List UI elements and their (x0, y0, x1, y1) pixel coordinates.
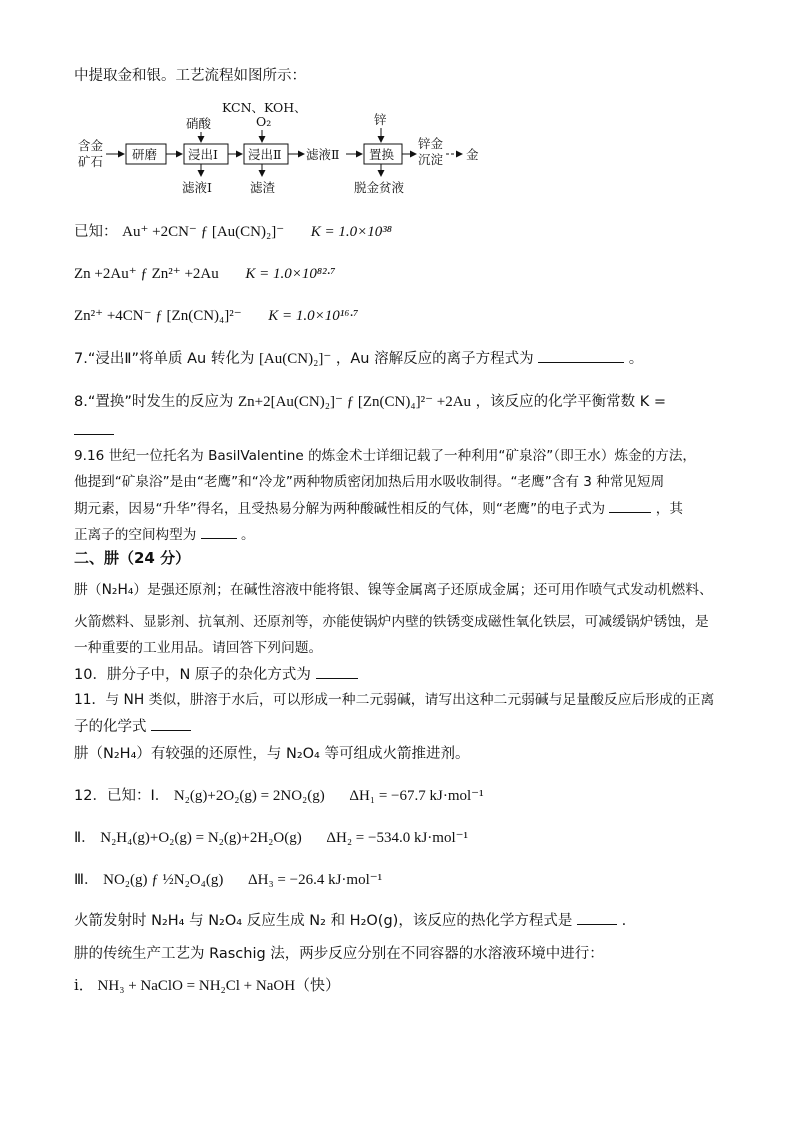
q12-h2: ΔH₂ = −534.0 kJ·mol⁻¹ (326, 830, 469, 846)
thermochem-eq-blank[interactable] (577, 910, 617, 925)
q9-line3 (74, 498, 734, 519)
known-eq1-formula: Au⁺ +2CN⁻ ƒ [Au(CN)₂]⁻ (122, 224, 285, 240)
process-flow-diagram (74, 100, 494, 200)
q12-label3: Ⅲ． (74, 872, 99, 888)
q12-label: 12．已知：Ⅰ． (74, 788, 170, 804)
para4: 肼的传统生产工艺为 Raschig 法，两步反应分别在不同容器的水溶液环境中进行： (74, 946, 604, 962)
q7-answer-blank[interactable] (538, 348, 624, 363)
known-label: 已知： (74, 224, 118, 240)
para1-line1: 肼（N₂H₄）是强还原剂；在碱性溶液中能将银、镍等金属离子还原成金属；还可用作喷气式发动机燃料、 (74, 582, 713, 598)
known-eq3-k: K = 1.0×10¹⁶·⁷ (268, 308, 359, 324)
para1-line2: 火箭燃料、显影剂、抗氧剂、还原剂等，亦能使锅炉内壁的铁锈变成磁性氧化铁层，可减缓锅炉锈蚀，是 (74, 614, 709, 630)
flow-residue: 滤渣 (250, 180, 276, 195)
q9-line3-end: ，其 (655, 501, 683, 517)
flow-zinc-gold-bottom: 沉淀 (418, 152, 444, 167)
q8-answer-line (74, 420, 734, 441)
flow-filtrate1: 滤液Ⅰ (182, 180, 212, 195)
q9-line4-text: 正离子的空间构型为 (74, 527, 197, 543)
q8-answer-blank[interactable] (74, 420, 114, 435)
known-eq1 (74, 222, 734, 242)
para2: 肼（N₂H₄）有较强的还原性，与 N₂O₄ 等可组成火箭推进剂。 (74, 746, 470, 762)
q8-formula: Zn+2[Au(CN)₂]⁻ ƒ [Zn(CN)₄]²⁻ +2Au (237, 394, 472, 410)
flow-zinc: 锌 (374, 112, 387, 127)
known-eq3 (74, 306, 734, 326)
q9-line3-text: 期元素，因易“升华”得名，且受热易分解为两种酸碱性相反的气体，则“老鹰”的电子式为 (74, 501, 606, 517)
q9-line2: 他提到“矿泉浴”是由“老鹰”和“冷龙”两种物质密闭加热后用水吸收制得。“老鹰”含有 3 种常见短周 (74, 474, 665, 490)
para1-line3: 一种重要的工业用品。请回答下列问题。 (74, 640, 323, 656)
flow-barren: 脱金贫液 (354, 180, 405, 195)
flow-reagents-o2: O₂ (256, 114, 272, 129)
q10-answer-blank[interactable] (316, 664, 358, 679)
known-eq3-formula: Zn²⁺ +4CN⁻ ƒ [Zn(CN)₄]²⁻ (74, 308, 242, 324)
q12-h1: ΔH₁ = −67.7 kJ·mol⁻¹ (349, 788, 484, 804)
q8-pre: 8.“置换”时发生的反应为 (74, 394, 234, 410)
section-2-heading: 二、肼（24 分） (74, 549, 191, 567)
flow-zinc-gold-top: 锌金 (418, 136, 444, 151)
q11-line2-text: 子的化学式 (74, 719, 147, 735)
q12-eq2-formula: N₂H₄(g)+O₂(g) = N₂(g)+2H₂O(g) (100, 830, 302, 846)
step-i: ⅰ． NH₃ + NaClO = NH₂Cl + NaOH（快） (74, 978, 341, 994)
para3-text: 火箭发射时 N₂H₄ 与 N₂O₄ 反应生成 N₂ 和 H₂O(g)，该反应的热化学方程式是 (74, 913, 573, 929)
q12-eq1-formula: N₂(g)+2O₂(g) = 2NO₂(g) (173, 788, 325, 804)
q12-eq1 (74, 786, 734, 806)
q12-eq3 (74, 870, 734, 890)
question-10 (74, 664, 734, 685)
known-eq2 (74, 264, 734, 284)
flow-leach2-label: 浸出Ⅱ (248, 147, 282, 162)
flow-leach1-label: 浸出Ⅰ (188, 147, 218, 162)
para3-end: . (621, 913, 627, 929)
flow-ore-bottom: 矿石 (78, 154, 104, 169)
q8-post: ，该反应的化学平衡常数 K = (475, 394, 667, 410)
question-8 (74, 392, 734, 412)
q12-eq2 (74, 828, 734, 848)
flow-displace-label: 置换 (369, 147, 395, 162)
q9-geometry-blank[interactable] (201, 524, 237, 539)
flow-reagents-top: KCN、KOH、 (222, 100, 307, 115)
q7-end: 。 (628, 351, 644, 367)
q9-line4-end: 。 (241, 527, 255, 543)
question-7 (74, 348, 734, 369)
q9-line1: 9.16 世纪一位托名为 BasilValentine 的炼金术士详细记载了一种利用“矿泉浴”（即王水）炼金的方法， (74, 448, 697, 464)
q9-line4 (74, 524, 734, 545)
q10-text: 10．肼分子中，N 原子的杂化方式为 (74, 667, 311, 683)
flow-filtrate2: 滤液Ⅱ (306, 147, 340, 162)
known-eq2-formula: Zn +2Au⁺ ƒ Zn²⁺ +2Au (74, 266, 219, 282)
q11-answer-blank[interactable] (151, 716, 191, 731)
known-eq2-k: K = 1.0×10⁸²·⁷ (245, 266, 336, 282)
q9-electron-formula-blank[interactable] (609, 498, 651, 513)
para3 (74, 910, 734, 931)
q7-pre: 7.“浸出Ⅱ”将单质 Au 转化为 (74, 351, 255, 367)
q12-eq3-formula: NO₂(g) ƒ ½N₂O₄(g) (103, 872, 224, 888)
flow-ore-top: 含金 (78, 138, 104, 153)
intro-text: 中提取金和银。工艺流程如图所示： (74, 68, 306, 84)
q7-formula: [Au(CN)₂]⁻ (258, 351, 332, 367)
flow-grind-label: 研磨 (132, 147, 158, 162)
flow-gold: 金 (466, 147, 479, 162)
q7-post: ，Au 溶解反应的离子方程式为 (335, 351, 534, 367)
process-flow-svg (74, 100, 494, 200)
flow-nitric-acid: 硝酸 (186, 116, 212, 131)
known-eq1-k: K = 1.0×10³⁸ (310, 224, 392, 240)
q11-line2 (74, 716, 734, 737)
q11-line1: 11．与 NH 类似，肼溶于水后，可以形成一种二元弱碱，请写出这种二元弱碱与足量酸反应后形成的正离 (74, 692, 715, 708)
q12-label2: Ⅱ． (74, 830, 96, 846)
q12-h3: ΔH₃ = −26.4 kJ·mol⁻¹ (247, 872, 383, 888)
